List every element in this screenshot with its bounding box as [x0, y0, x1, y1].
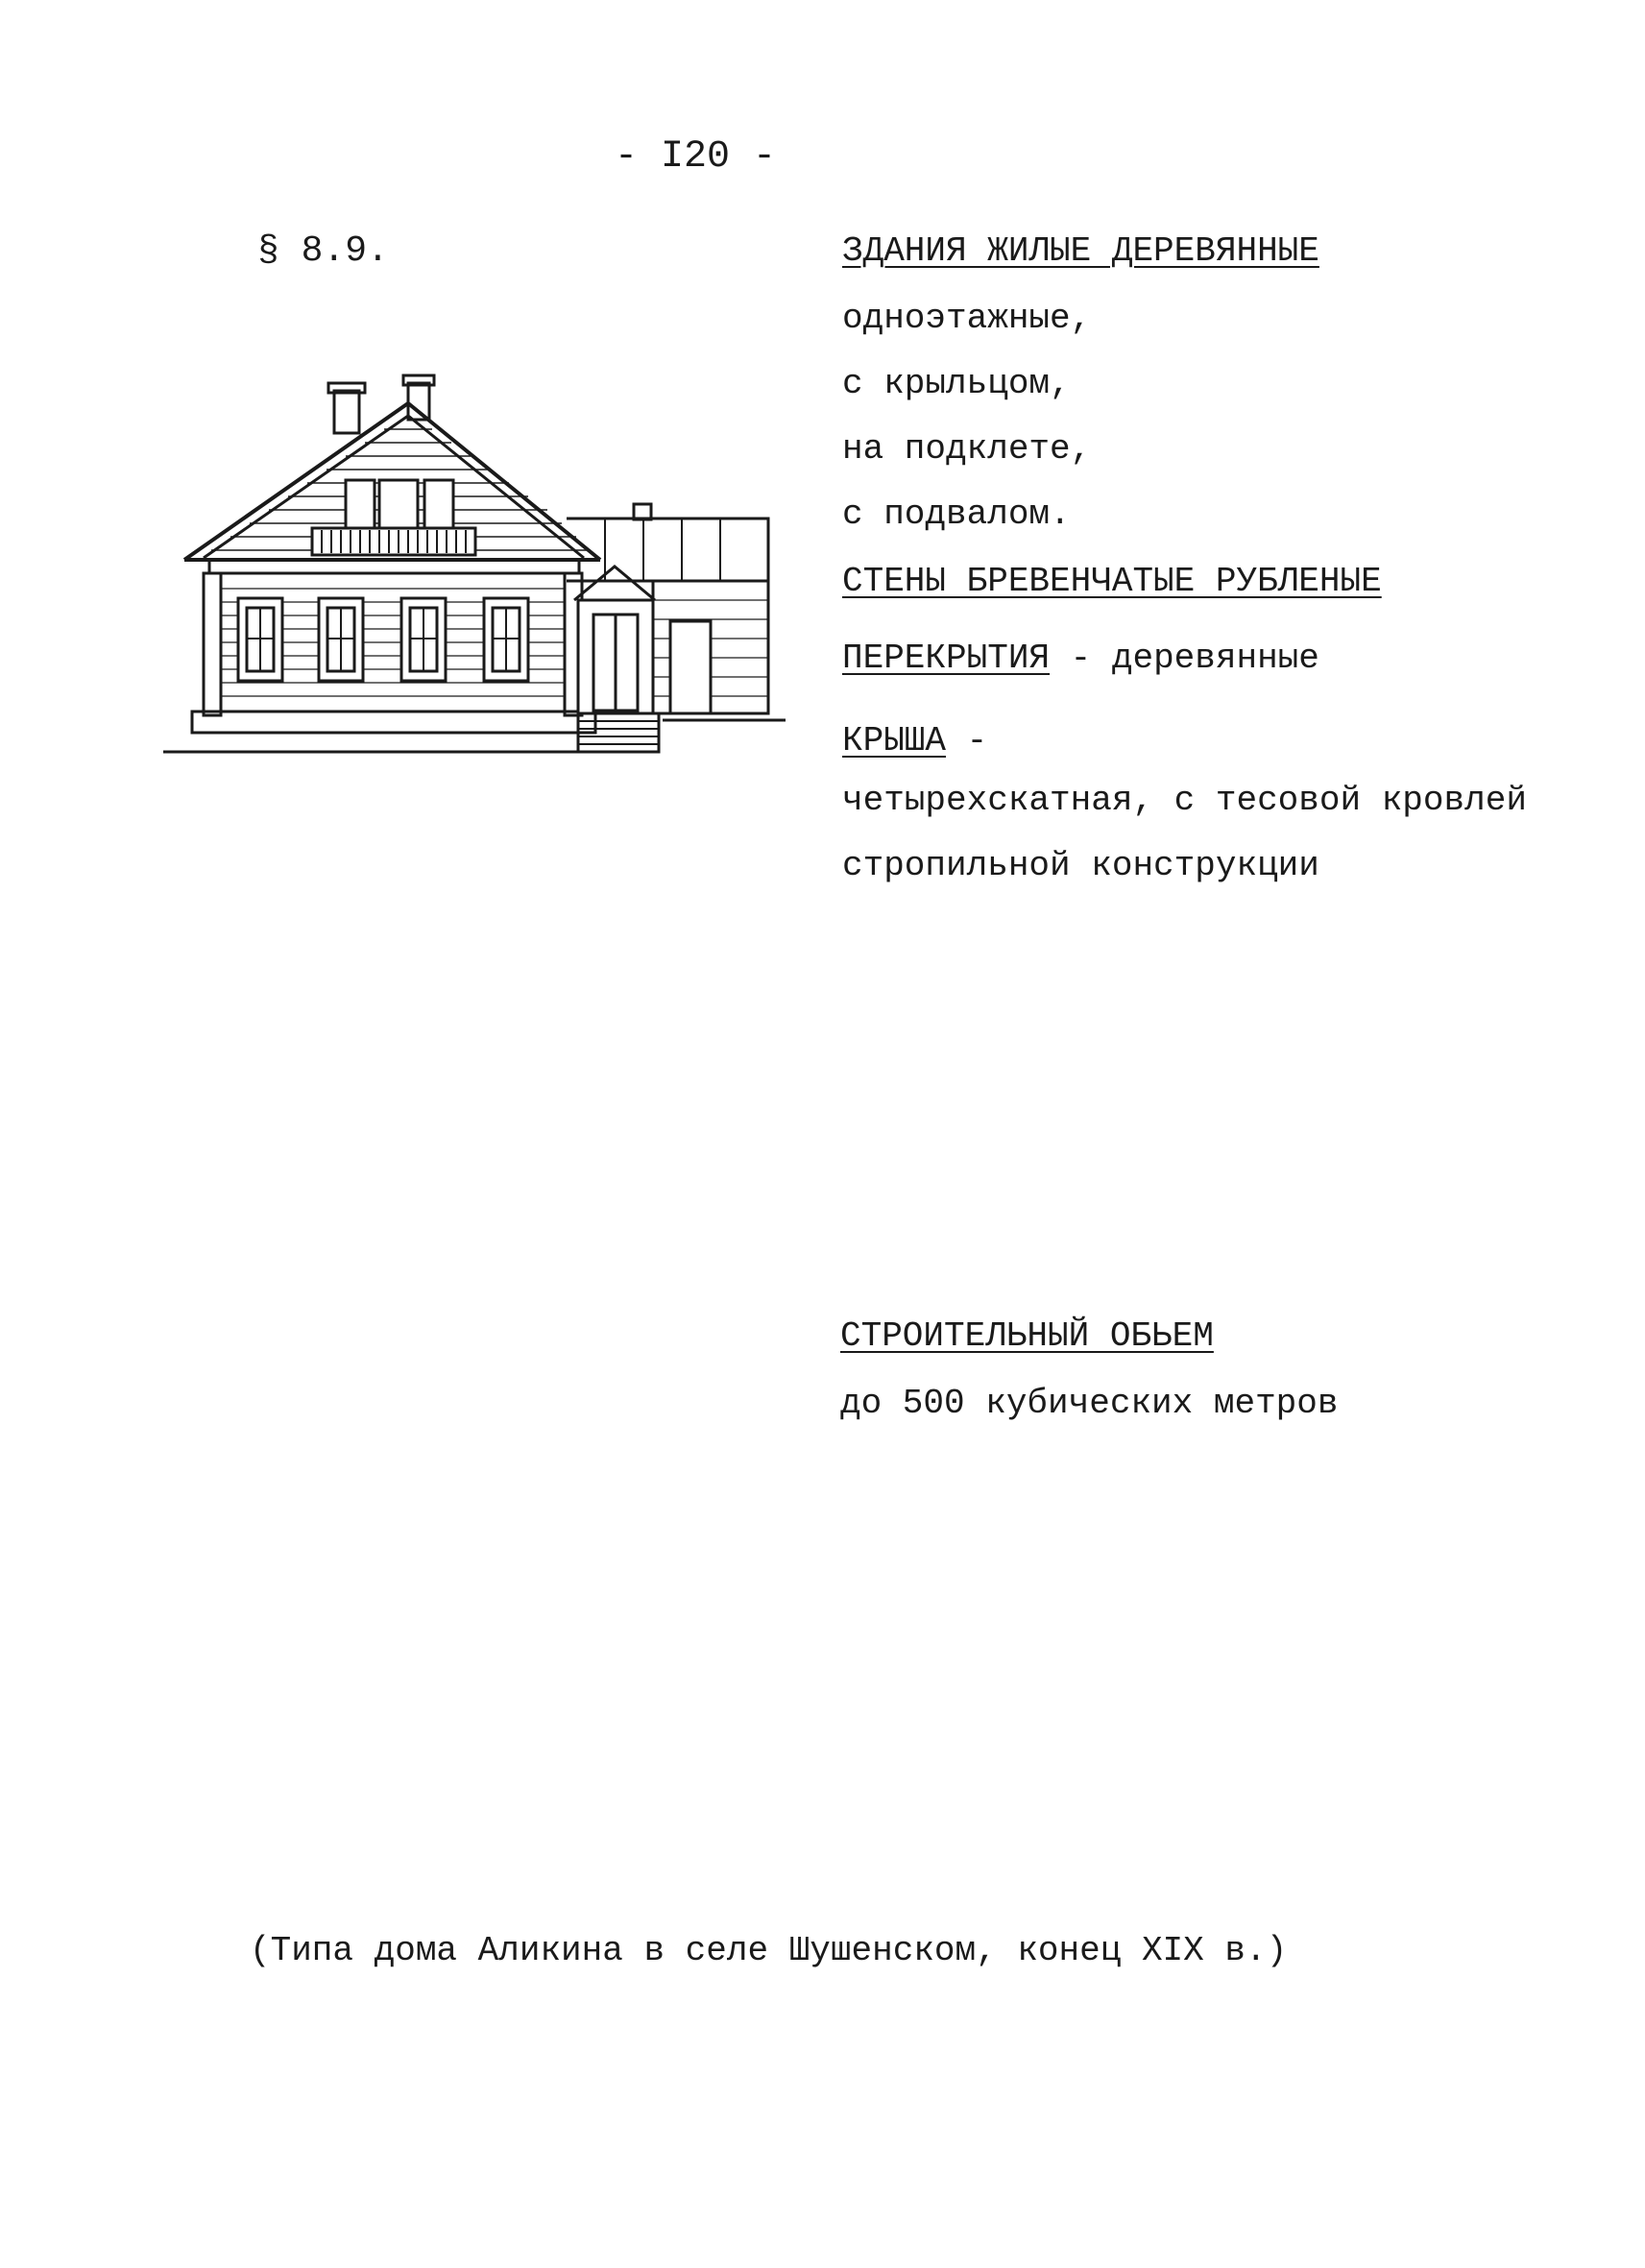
- feature-item: одноэтажные,: [842, 299, 1092, 338]
- roof-description-2: стропильной конструкции: [842, 846, 1319, 885]
- floors-label: ПЕРЕКРЫТИЯ: [842, 639, 1051, 678]
- feature-item: с подвалом.: [842, 495, 1071, 534]
- feature-item: с крыльцом,: [842, 364, 1071, 403]
- volume-value: до 500 кубических метров: [840, 1384, 1339, 1423]
- volume-label: СТРОИТЕЛЬНЫЙ ОБЬЕМ: [840, 1316, 1214, 1356]
- page-number: - I20 -: [615, 135, 777, 179]
- roof-dash: -: [946, 721, 988, 760]
- roof-label: КРЫША: [842, 721, 947, 760]
- floors-line: [842, 638, 1319, 680]
- house-illustration: [163, 370, 787, 763]
- roof-description: четырехскатная, с тесовой кровлей: [842, 781, 1527, 820]
- section-number: § 8.9.: [257, 230, 389, 272]
- heading: ЗДАНИЯ ЖИЛЫЕ ДЕРЕВЯННЫЕ: [842, 231, 1319, 271]
- feature-item: на подклете,: [842, 429, 1092, 469]
- floors-value: - деревянные: [1050, 639, 1319, 678]
- walls-label: СТЕНЫ БРЕВЕНЧАТЫЕ РУБЛЕНЫЕ: [842, 562, 1382, 601]
- roof-line: [842, 720, 987, 762]
- caption: (Типа дома Аликина в селе Шушенском, конец XIX в.): [250, 1931, 1288, 1970]
